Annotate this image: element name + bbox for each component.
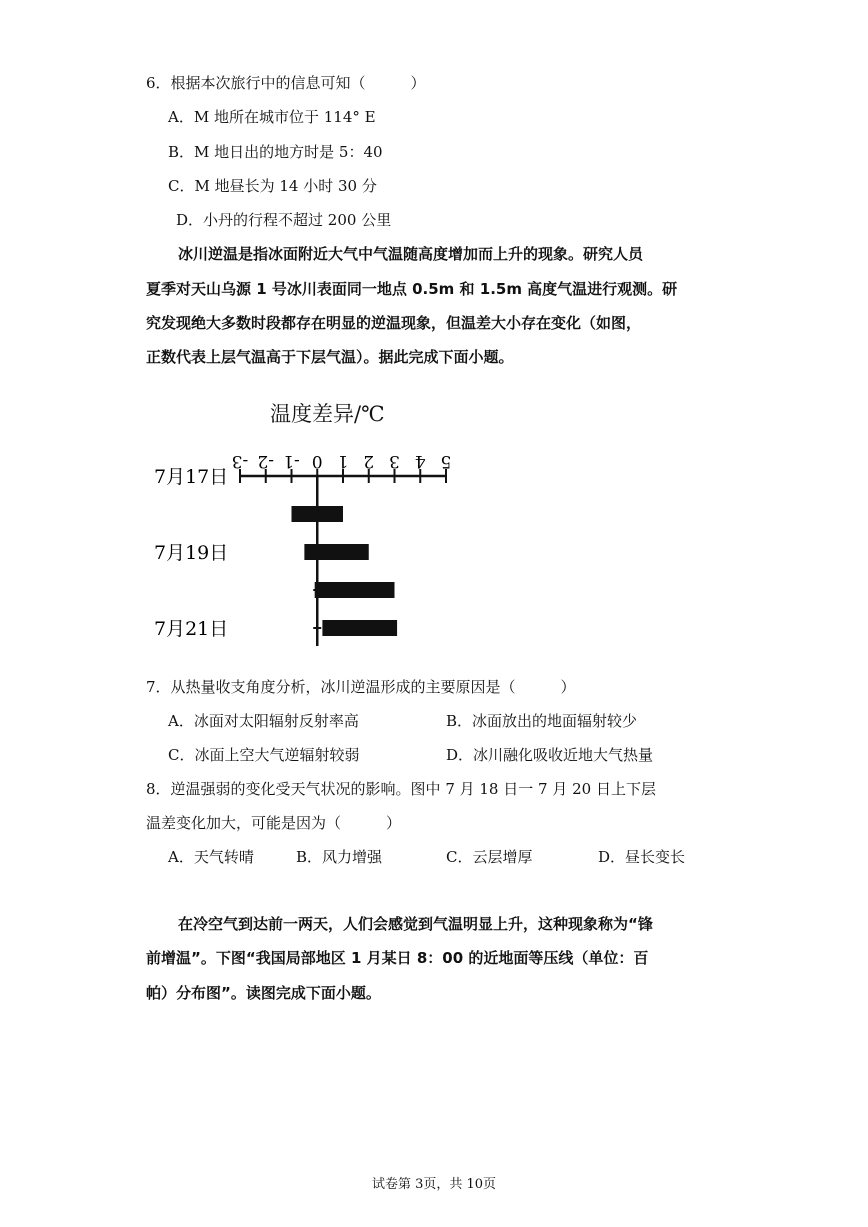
y-axis-label: 7月19日 [154,542,229,564]
page-footer: 试卷第 3页，共 10页 [371,1177,497,1192]
question-8-stem-line-2: 温差变化加大，可能是因为（ ） [146,814,402,832]
question-7-option-d: D．冰川融化吸收近地大气热量 [446,746,654,764]
chart-svg [140,388,480,658]
bar [292,506,344,522]
x-tick-label: 4 [414,451,426,471]
x-tick-label: 2 [363,451,375,471]
bar [322,620,397,636]
question-8-option-b: B．风力增强 [296,848,383,866]
question-7-stem: 7．从热量收支角度分析，冰川逆温形成的主要原因是（ ） [146,678,576,696]
question-7-option-b: B．冰面放出的地面辐射较少 [446,712,638,730]
question-7-option-c: C．冰面上空大气逆辐射较弱 [168,746,360,764]
x-tick-label: 0 [311,451,323,471]
question-8-option-d: D．昼长变长 [598,848,686,866]
passage-1-line-1: 冰川逆温是指冰面附近大气中气温随高度增加而上升的现象。研究人员 [178,245,644,263]
passage-2-line-3: 帕）分布图”。读图完成下面小题。 [146,984,381,1002]
question-8-option-a: A．天气转晴 [168,848,254,866]
question-6-option-c: C．M 地昼长为 14 小时 30 分 [168,177,377,195]
passage-1-line-2: 夏季对天山乌源 1 号冰川表面同一地点 0.5m 和 1.5m 高度气温进行观测。研 [146,280,678,298]
x-tick-label: -3 [231,451,249,471]
passage-1-line-3: 究发现绝大多数时段都存在明显的逆温现象，但温差大小存在变化（如图， [146,314,642,332]
bar [315,582,395,598]
bar [304,544,368,560]
question-8-option-c: C．云层增厚 [446,848,533,866]
x-tick-label: -1 [283,451,300,471]
question-8-stem-line-1: 8．逆温强弱的变化受天气状况的影响。图中 7 月 18 日一 7 月 20 日上下层 [146,780,656,798]
question-6-option-b: B．M 地日出的地方时是 5：40 [168,143,383,161]
y-axis-label: 7月17日 [154,466,229,488]
x-tick-label: 5 [440,451,452,471]
passage-1-line-4: 正数代表上层气温高于下层气温）。据此完成下面小题。 [146,348,514,366]
question-6-option-d: D．小丹的行程不超过 200 公里 [176,211,392,229]
passage-2-line-1: 在冷空气到达前一两天，人们会感觉到气温明显上升，这种现象称为“锋 [178,915,653,933]
x-tick-label: -2 [257,451,275,471]
x-tick-label: 3 [389,451,400,471]
question-7-option-a: A．冰面对太阳辐射反射率高 [168,712,359,730]
x-tick-label: 1 [337,451,349,471]
question-6-option-a: A．M 地所在城市位于 114° E [168,108,376,126]
question-6-stem: 6．根据本次旅行中的信息可知（ ） [146,74,426,92]
y-axis-label: 7月21日 [154,618,229,640]
passage-2-line-2: 前增温”。下图“我国局部地区 1 月某日 8：00 的近地面等压线（单位：百 [146,949,649,967]
chart-title: 温度差异/℃ [270,402,385,426]
temperature-difference-chart [140,388,480,658]
